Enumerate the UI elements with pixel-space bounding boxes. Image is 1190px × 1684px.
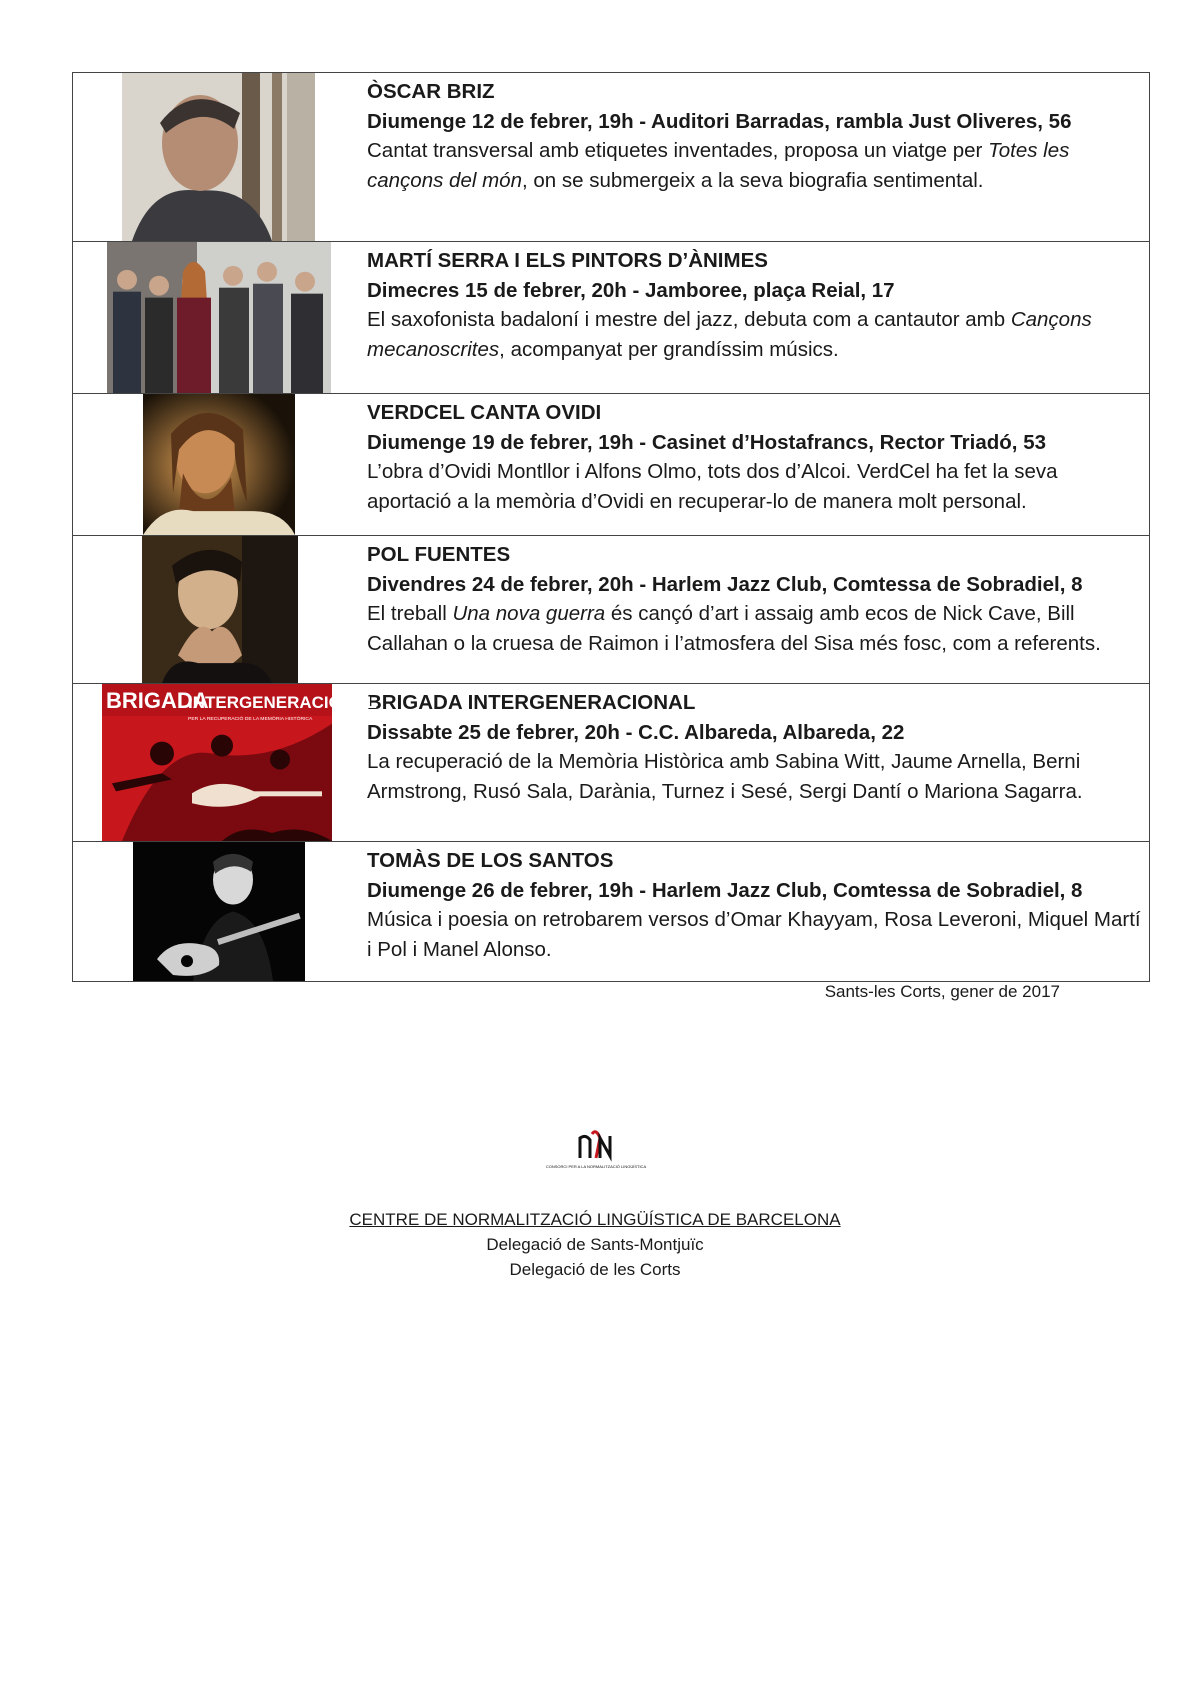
artist-name: BRIGADA INTERGENERACIONAL: [367, 691, 696, 714]
artist-name: TOMÀS DE LOS SANTOS: [367, 849, 614, 872]
event-info: [363, 394, 1149, 535]
artist-photo: [142, 536, 298, 683]
signature-date: Sants-les Corts, gener de 2017: [824, 982, 1060, 1001]
event-row: [73, 393, 1149, 535]
photo-cell: [73, 242, 363, 393]
events-table: [72, 72, 1150, 982]
poster-title-right: INTERGENERACIONAL: [188, 692, 377, 712]
artist-photo: [143, 394, 295, 535]
event-row: [73, 73, 1149, 241]
event-date-venue: Diumenge 19 de febrer, 19h - Casinet d’Hostafrancs, Rector Triadó, 53: [367, 430, 1046, 454]
event-date-venue: Diumenge 12 de febrer, 19h - Auditori Barradas, rambla Just Oliveres, 56: [367, 109, 1072, 133]
poster-subtitle: PER LA RECUPERACIÓ DE LA MEMÒRIA HISTÒRICA: [188, 715, 313, 722]
event-row: [73, 241, 1149, 393]
event-row: [73, 683, 1149, 841]
event-date-venue: Dimecres 15 de febrer, 20h - Jamboree, plaça Reial, 17: [367, 278, 895, 302]
artist-name: VERDCEL CANTA OVIDI: [367, 401, 602, 424]
event-description: El treball Una nova guerra és cançó d’art i assaig amb ecos de Nick Cave, Bill Callahan o la cruesa de Raimon i l’atmosfera del Sisa més fosc, com a referents.: [367, 602, 1101, 655]
event-date-venue: Dissabte 25 de febrer, 20h - C.C. Albareda, Albareda, 22: [367, 720, 905, 744]
event-info: [363, 842, 1149, 981]
photo-cell: [73, 73, 363, 241]
artist-photo: [107, 242, 331, 393]
delegation-les-corts: Delegació de les Corts: [509, 1260, 681, 1279]
photo-cell: [73, 394, 363, 535]
poster-title-left: BRIGADA: [106, 687, 209, 713]
event-info: [363, 242, 1149, 393]
event-description: El saxofonista badaloní i mestre del jazz, debuta com a cantautor amb Cançons mecanoscrites, acompanyat per grandíssim músics.: [367, 308, 1092, 361]
organization-name: CENTRE DE NORMALITZACIÓ LINGÜÍSTICA DE BARCELONA: [349, 1210, 841, 1229]
photo-cell: [73, 684, 377, 841]
artist-name: MARTÍ SERRA I ELS PINTORS D’ÀNIMES: [367, 249, 768, 272]
artist-photo: [122, 73, 315, 241]
event-info: [363, 536, 1149, 683]
artist-name: POL FUENTES: [367, 543, 511, 566]
event-info: [363, 73, 1149, 241]
artist-name: ÒSCAR BRIZ: [367, 80, 495, 103]
delegation-sants-montjuic: Delegació de Sants-Montjuïc: [486, 1235, 704, 1254]
event-poster: [102, 684, 377, 841]
event-row: [73, 841, 1149, 981]
event-info: [363, 684, 1149, 841]
event-date-venue: Diumenge 26 de febrer, 19h - Harlem Jazz Club, Comtessa de Sobradiel, 8: [367, 878, 1083, 902]
photo-cell: [73, 842, 363, 981]
event-row: [73, 535, 1149, 683]
event-date-venue: Divendres 24 de febrer, 20h - Harlem Jazz Club, Comtessa de Sobradiel, 8: [367, 572, 1083, 596]
event-description: L’obra d’Ovidi Montllor i Alfons Olmo, tots dos d’Alcoi. VerdCel ha fet la seva aportació a la memòria d’Ovidi en recuperar-lo de manera molt personal.: [367, 460, 1058, 513]
photo-cell: [73, 536, 363, 683]
event-description: La recuperació de la Memòria Històrica amb Sabina Witt, Jaume Arnella, Berni Armstrong, Rusó Sala, Darània, Turnez i Sesé, Sergi Dantí o Mariona Sagarra.: [367, 750, 1083, 803]
event-description: Música i poesia on retrobarem versos d’Omar Khayyam, Rosa Leveroni, Miquel Martí i Pol i Manel Alonso.: [367, 908, 1141, 961]
logo-text: CONSORCI PER A LA NORMALITZACIÓ LINGÜÍSTICA: [545, 1164, 647, 1169]
artist-photo: [133, 842, 305, 981]
cpnl-logo: [545, 1128, 647, 1188]
event-description: Cantat transversal amb etiquetes inventades, proposa un viatge per Totes les cançons del món, on se submergeix a la seva biografia sentimental.: [367, 139, 1070, 192]
